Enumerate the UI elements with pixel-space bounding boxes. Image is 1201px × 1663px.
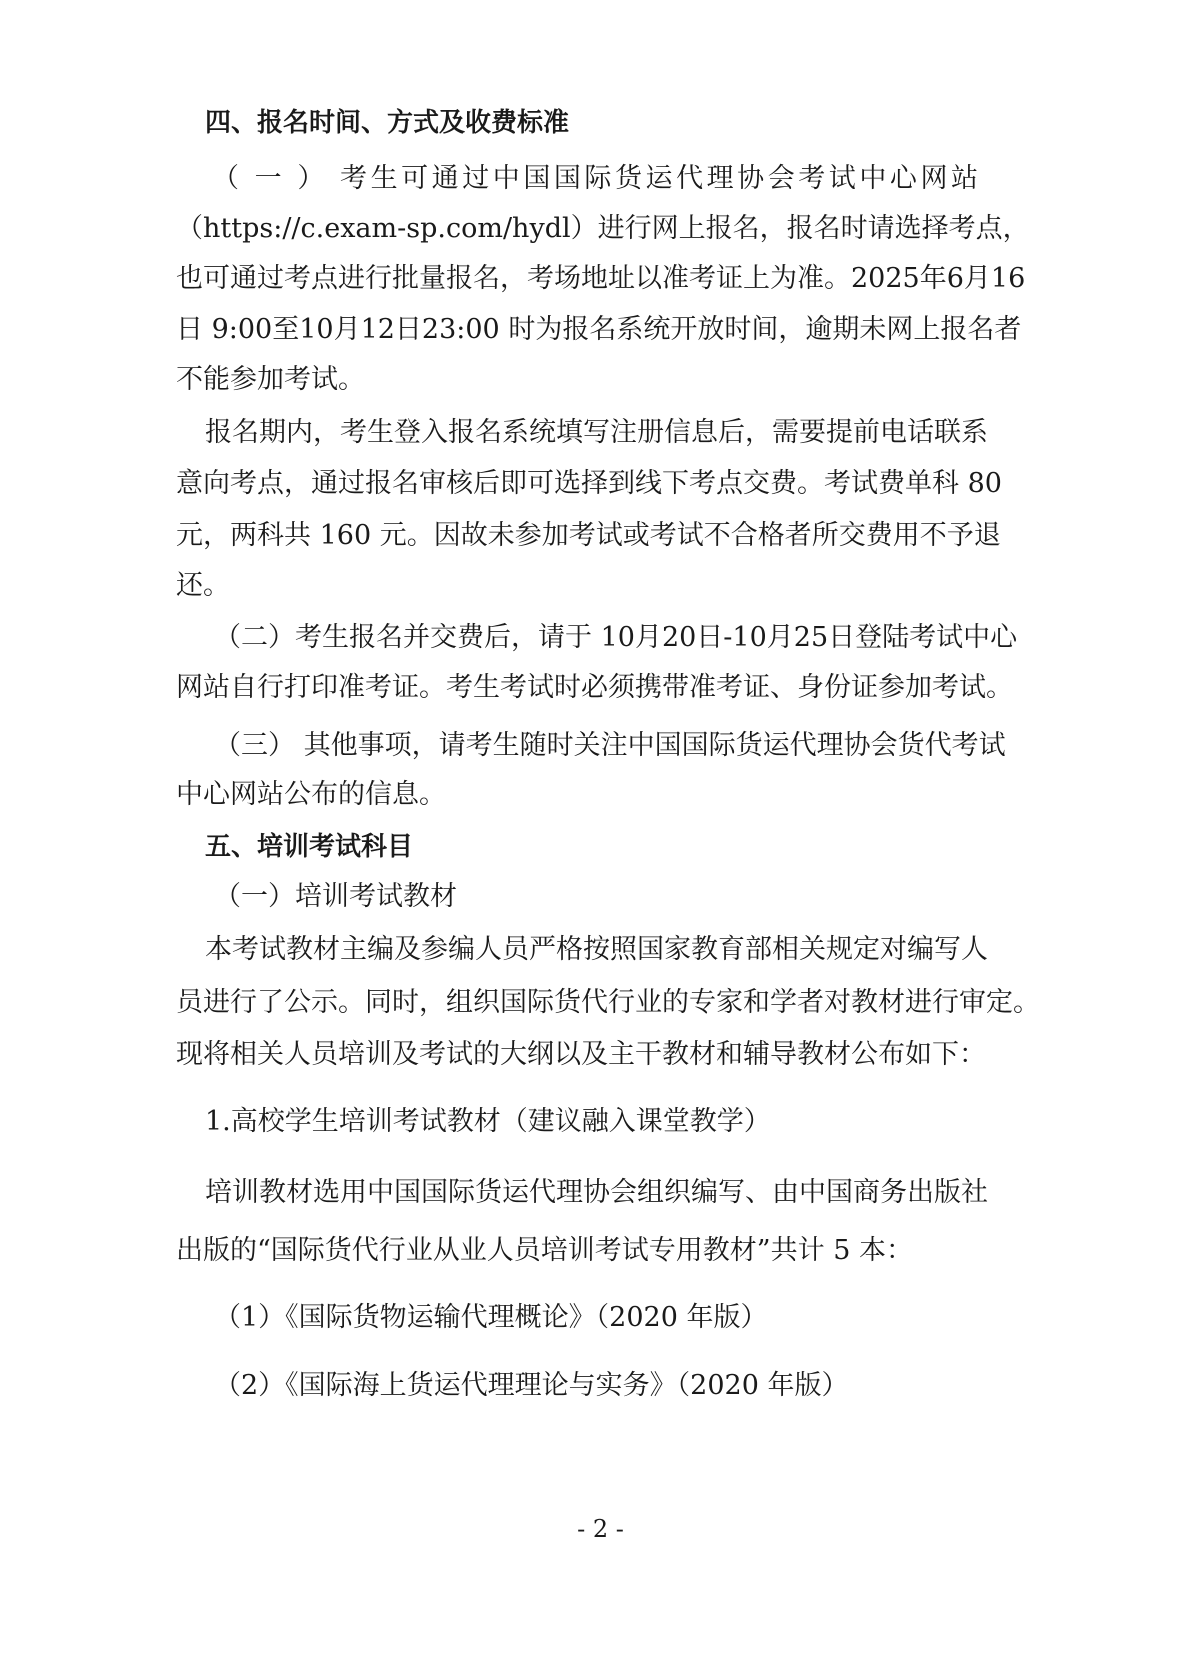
paragraph-line: 中心网站公布的信息。	[176, 779, 446, 810]
paragraph-line: 培训教材选用中国国际货运代理协会组织编写、由中国商务出版社	[205, 1177, 988, 1208]
paragraph-line: 本考试教材主编及参编人员严格按照国家教育部相关规定对编写人	[205, 934, 988, 965]
paragraph-line: 也可通过考点进行批量报名，考场地址以准考证上为准。2025年6月16	[176, 263, 1026, 294]
section-heading-registration: 四、报名时间、方式及收费标准	[205, 108, 570, 138]
section-heading-subjects: 五、培训考试科目	[205, 832, 414, 862]
subsection-heading: （一）培训考试教材	[214, 881, 457, 912]
paragraph-line: （https://c.exam-sp.com/hydl）进行网上报名，报名时请选择考点，	[176, 213, 1030, 244]
paragraph-line: 日 9:00至10月12日23:00 时为报名系统开放时间，逾期未网上报名者	[176, 314, 1022, 345]
list-item-heading: 1.高校学生培训考试教材（建议融入课堂教学）	[205, 1106, 771, 1137]
page-number: - 2 -	[577, 1515, 624, 1543]
book-list-item: （1）《国际货物运输代理概论》（2020 年版）	[214, 1302, 768, 1333]
paragraph-line: 网站自行打印准考证。考生考试时必须携带准考证、身份证参加考试。	[176, 672, 1013, 703]
paragraph-line: 现将相关人员培训及考试的大纲以及主干教材和辅导教材公布如下：	[176, 1039, 986, 1070]
paragraph-line: 不能参加考试。	[176, 364, 365, 395]
paragraph-line: （三） 其他事项，请考生随时关注中国国际货运代理协会货代考试	[214, 730, 1006, 761]
paragraph-line: 出版的“国际货代行业从业人员培训考试专用教材”共计 5 本：	[176, 1235, 913, 1266]
paragraph-line: 还。	[176, 570, 230, 601]
paragraph-line: （二）考生报名并交费后，请于 10月20日-10月25日登陆考试中心	[214, 622, 1018, 653]
paragraph-line: 意向考点，通过报名审核后即可选择到线下考点交费。考试费单科 80	[176, 468, 1002, 499]
paragraph-line: 员进行了公示。同时，组织国际货代行业的专家和学者对教材进行审定。	[176, 987, 1040, 1018]
paragraph-line: （ 一 ） 考生可通过中国国际货运代理协会考试中心网站	[212, 163, 978, 194]
paragraph-line: 元，两科共 160 元。因故未参加考试或考试不合格者所交费用不予退	[176, 520, 1001, 551]
book-list-item: （2）《国际海上货运代理理论与实务》（2020 年版）	[214, 1370, 849, 1401]
paragraph-line: 报名期内，考生登入报名系统填写注册信息后，需要提前电话联系	[205, 417, 988, 448]
